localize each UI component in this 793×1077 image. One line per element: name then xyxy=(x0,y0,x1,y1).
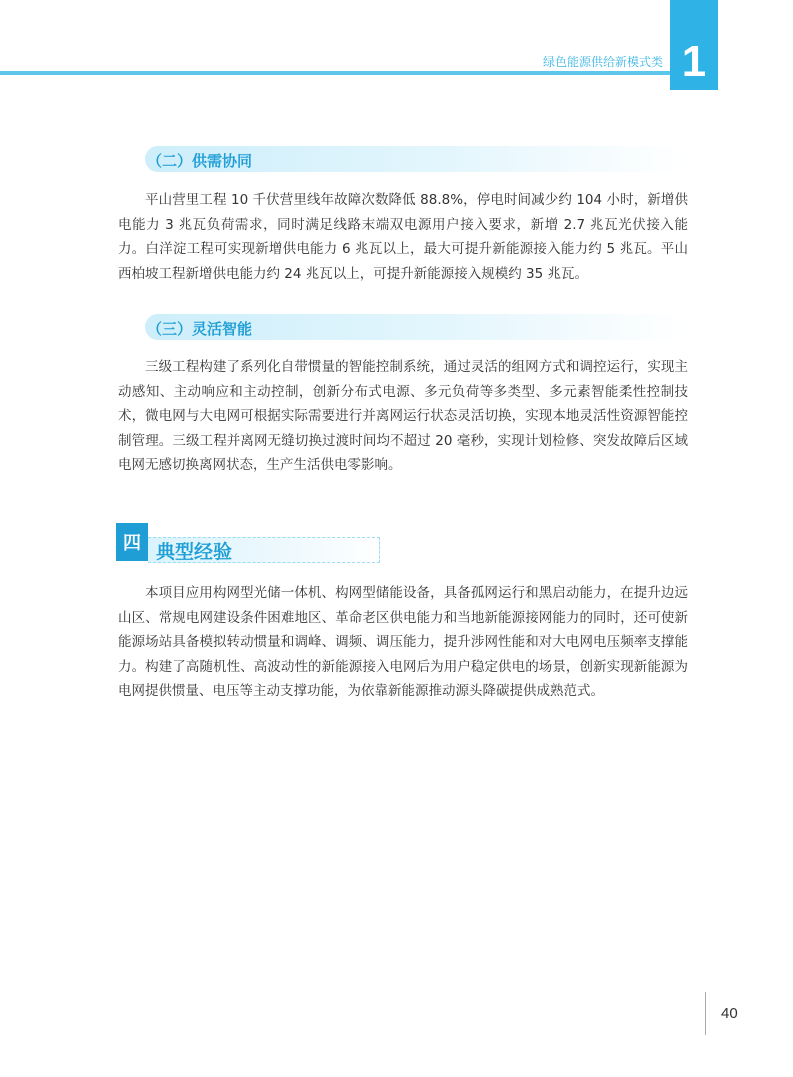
header-rule xyxy=(0,71,672,75)
chapter-tab xyxy=(670,0,718,90)
paragraph-supply-demand: 平山营里工程 10 千伏营里线年故障次数降低 88.8%，停电时间减少约 104 小时，新增供电能力 3 兆瓦负荷需求，同时满足线路末端双电源用户接入要求，新增 2.7 兆瓦光伏接入能力。白洋淀工程可实现新增供电能力 6 兆瓦以上，最大可提升新能源接入能力约 5 兆瓦。平山西柏坡工程新增供电能力约 24 兆瓦以上，可提升新能源接入规模约 35 兆瓦。 xyxy=(118,192,688,282)
section-number-box: 四 xyxy=(116,523,148,561)
paragraph-flexible-smart: 三级工程构建了系列化自带惯量的智能控制系统，通过灵活的组网方式和调控运行，实现主动感知、主动响应和主动控制，创新分布式电源、多元负荷等多类型、多元素智能柔性控制技术，微电网与大电网可根据实际需要进行并离网运行状态灵活切换，实现本地灵活性资源智能控制管理。三级工程并离网无缝切换过渡时间均不超过 20 毫秒，实现计划检修、突发故障后区域电网无感切换离网状态，生产生活供电零影响。 xyxy=(118,359,688,473)
subsection-heading-supply-demand xyxy=(145,146,685,172)
subsection-heading-text: （二）供需协同 xyxy=(147,152,253,170)
page-number: 40 xyxy=(721,1005,738,1022)
chapter-number: 1 xyxy=(681,37,707,86)
section-title: 典型经验 xyxy=(156,541,233,563)
section-title-bar xyxy=(148,537,380,563)
header-category: 绿色能源供给新模式类 xyxy=(542,55,663,69)
subsection-heading-flexible-smart xyxy=(145,314,685,340)
paragraph-typical-experience: 本项目应用构网型光储一体机、构网型储能设备，具备孤网运行和黑启动能力，在提升边远山区、常规电网建设条件困难地区、革命老区供电能力和当地新能源接网能力的同时，还可使新能源场站具备模拟转动惯量和调峰、调频、调压能力，提升涉网性能和对大电网电压频率支撑能力。构建了高随机性、高波动性的新能源接入电网后为用户稳定供电的场景，创新实现新能源为电网提供惯量、电压等主动支撑功能，为依靠新能源推动源头降碳提供成熟范式。 xyxy=(118,585,688,699)
subsection-heading-text: （三）灵活智能 xyxy=(147,320,253,338)
footer-divider xyxy=(705,992,706,1035)
